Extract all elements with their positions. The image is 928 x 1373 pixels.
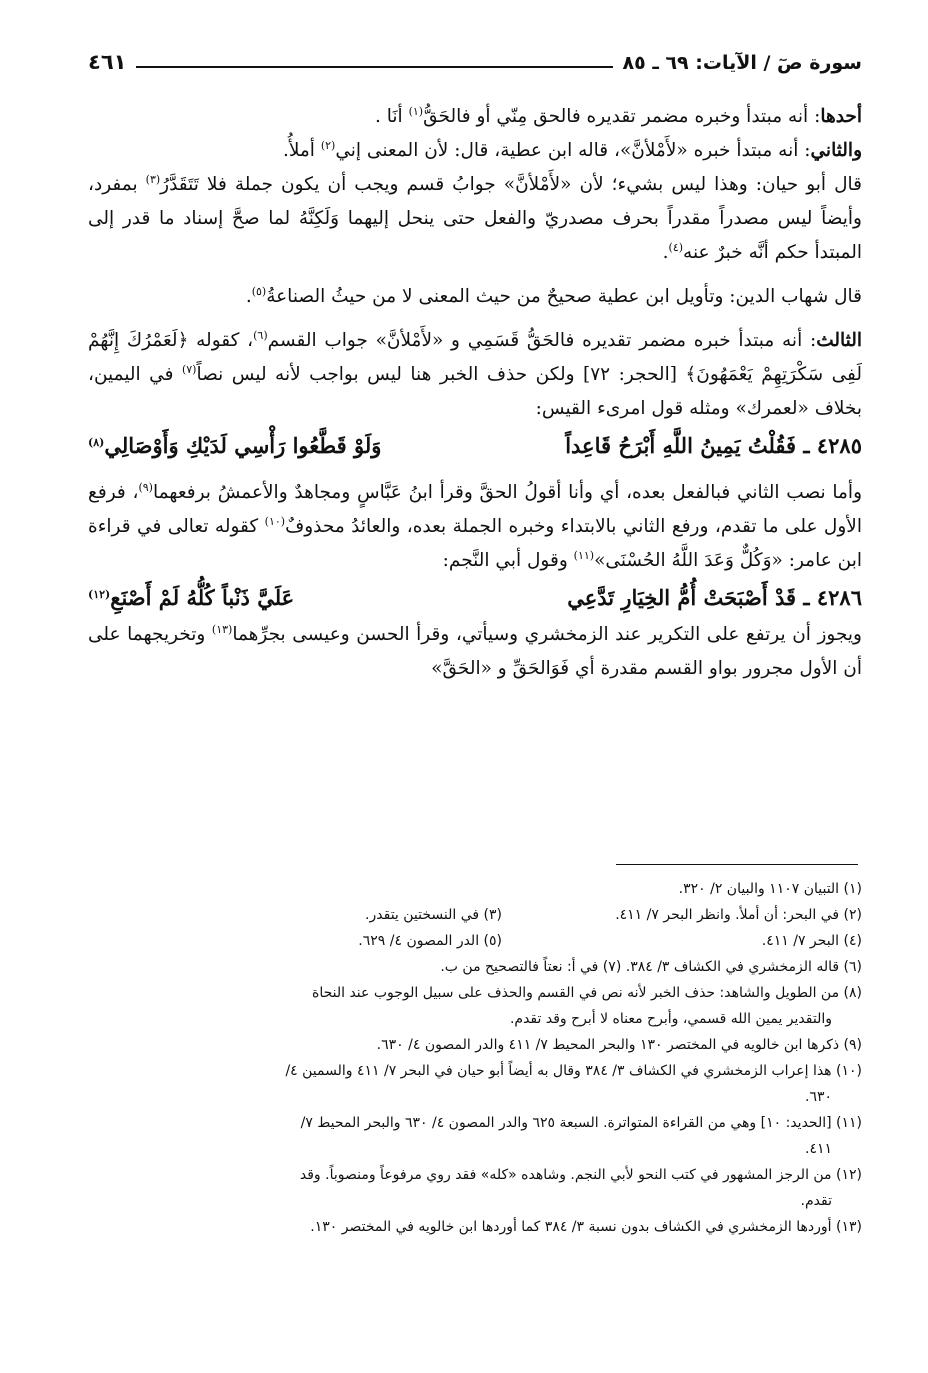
chapter-title: سورة صٓ / الآيات: ٦٩ ـ ٨٥ [622,52,862,74]
footnote-4: (٤) البحر ٧/ ٤١١. [761,933,862,949]
footnote-5: (٥) الدر المصون ٤/ ٦٢٩. [358,933,502,949]
verse-first-hemistich: ٤٢٨٥ ـ فَقُلْتُ يَمِينُ اللَّهِ أَبْرَحُ قَاعِداً [565,433,862,458]
paragraph-second-opinion: والثاني: أنه مبتدأ خبره «لأَمْلأنَّ»، قاله ابن عطية، قال: لأن المعنى إني$^{(٢)}$ أملأُ. [282,139,862,161]
footnote-13: (١٣) أوردها الزمخشري في الكشاف بدون نسبة ٣/ ٣٨٤ كما أوردها ابن خالويه في المختصر ١٣٠. [310,1219,862,1235]
footnote-12-cont: تقدم. [800,1193,832,1209]
footnote-ref: (٦) [253,329,268,342]
verse-second-hemistich: وَلَوْ قَطَّعُوا رَأْسِي لَدَيْكِ وَأَوْصَالِي$^{(٨)}$ [88,433,382,458]
footnote-ref: (٧) [181,363,197,376]
footnote-2: (٢) في البحر: أن أملأ. وانظر البحر ٧/ ٤١١. [615,907,862,923]
footnote-ref: (١٢) [88,588,111,601]
footnote-ref: (١١) [573,549,595,562]
footnote-1: (١) التبيان ١١٠٧ والبيان ٢/ ٣٢٠. [678,881,862,897]
footnotes [88,876,862,1240]
footnote-12: (١٢) من الرجز المشهور في كتب النحو لأبي النجم. وشاهده «كله» فقد روي مرفوعاً ومنصوباً. وقد [299,1167,862,1183]
footnote-row-4-5 [88,928,862,954]
footnote-8-cont: والتقدير يمين الله قسمي، وأبرح معناه لا أبرح وقد تقدم. [509,1011,832,1027]
footnote-8: (٨) من الطويل والشاهد: حذف الخبر لأنه نص في القسم والحذف على سبيل الوجوب عند النحاة [311,985,862,1001]
footnote-3: (٣) في النسختين يتقدر. [365,907,502,923]
footnote-ref: (١) [408,105,424,118]
footnote-11: (١١) [الحديد: ١٠] وهي من القراءة المتواترة. السبعة ٦٢٥ والدر المصون ٤/ ٦٣٠ والبحر المحيط ٧/ [300,1115,862,1131]
footnote-11-cont: ٤١١. [804,1141,832,1157]
paragraph-shihab: قال شهاب الدين: وتأويل ابن عطية صحيحٌ من حيث المعنى لا من حيثُ الصناعةُ$^{(٥)}$. [245,285,862,307]
main-text [88,100,862,686]
verse-second-hemistich: عَلَيَّ ذَنْباً كُلُّهُ لَمْ أَصْنَعِ$^{(١٢)}$ [88,585,295,610]
footnote-ref: (١٣) [211,623,233,636]
footnote-9: (٩) ذكرها ابن خالويه في المختصر ١٣٠ والبحر المحيط ٧/ ٤١١ والدر المصون ٤/ ٦٣٠. [376,1037,862,1053]
verse-first-hemistich: ٤٢٨٦ ـ قَدْ أَصْبَحَتْ أُمُّ الخِيَارِ تَدَّعِي [567,585,862,610]
running-header [88,40,862,74]
footnote-10: (١٠) هذا إعراب الزمخشري في الكشاف ٣/ ٣٨٤ وقال به أيضاً أبو حيان في البحر ٧/ ٤١١ والسمين ٤/ [285,1063,862,1079]
footnote-ref: (٣) [145,173,161,186]
footnote-ref: (٨) [88,436,105,449]
paragraph-second-reading: وأما نصب الثاني فبالفعل بعده، أي وأنا أقولُ الحقَّ وقرأ ابنُ عَبَّاسٍ ومجاهدٌ والأعمشُ برفعهما$^{(٩)}$، فرفع الأول على ما تقدم، ورفع الثاني بالابتداء وخبره الجملة بعده، والعائدُ محذوفٌ$^{(١٠)}$ كقوله تعالى في قراءة ابن عامر: «وَكُلٌّ وَعَدَ اللَّهُ الحُسْنَى»$^{(١١)}$ وقول أبي النَّجم: [88,481,863,571]
footnote-ref: (٢) [320,139,336,152]
label-second: والثاني [810,140,862,161]
footnote-ref: (٩) [138,481,153,494]
paragraph-abu-hayyan: قال أبو حيان: وهذا ليس بشيء؛ لأن «لأَمْلأنَّ» جوابُ قسم ويجب أن يكون جملة فلا تَتَقَدَّرُ$^{(٣)}$ بمفرد، وأيضاً ليس مصدراً مقدراً بحرف مصدريّ والفعل حتى ينحل إليهما وَلَكِنَّهُ لما صحَّ إسناد ما قدر إلى المبتدأ حكم أنَّه خبرٌ عنه$^{(٤)}$. [88,173,862,263]
label-first: أحدها [820,106,862,127]
paragraph-first-opinion: أحدها: أنه مبتدأ وخبره مضمر تقديره فالحق مِنّي أو فالحَقُّ$^{(١)}$ أنَا . [374,105,862,127]
verse-4286 [88,578,862,618]
paragraph-third-opinion: الثالث: أنه مبتدأ خبره مضمر تقديره فالحَقُّ قَسَمِي و «لأَمْلأنَّ» جواب القسم$^{(٦)}$، كقوله ﴿لَعَمْرُكَ إِنَّهُمْ لَفِى سَكْرَتِهِمْ يَعْمَهُونَ﴾ [الحجر: ٧٢] ولكن حذف الخبر هنا ليس بواجب لأنه ليس نصاً$^{(٧)}$ في اليمين، بخلاف «لعمرك» ومثله قول امرىء القيس: [88,329,863,419]
label-third: الثالث [816,330,862,351]
header-rule [136,66,612,68]
footnote-10-cont: ٦٣٠. [804,1089,832,1105]
paragraph-repetition: ويجوز أن يرتفع على التكرير عند الزمخشري وسيأتي، وقرأ الحسن وعيسى بجرِّهما$^{(١٣)}$ وتخريجهما على أن الأول مجرور بواو القسم مقدرة أي فَوَالحَقِّ و «الحَقَّ» [88,623,862,679]
page-number: ٤٦١ [88,50,127,74]
footnote-ref: (٤) [668,241,684,254]
footnote-row-2-3 [88,902,862,928]
footnote-ref: (١٠) [264,515,286,528]
footnote-ref: (٥) [251,285,267,298]
verse-4285 [88,426,862,466]
footnote-separator [616,864,858,865]
footnote-6-7: (٦) قاله الزمخشري في الكشاف ٣/ ٣٨٤. (٧) في أ: نعتاً فالتصحيح من ب. [440,959,862,975]
